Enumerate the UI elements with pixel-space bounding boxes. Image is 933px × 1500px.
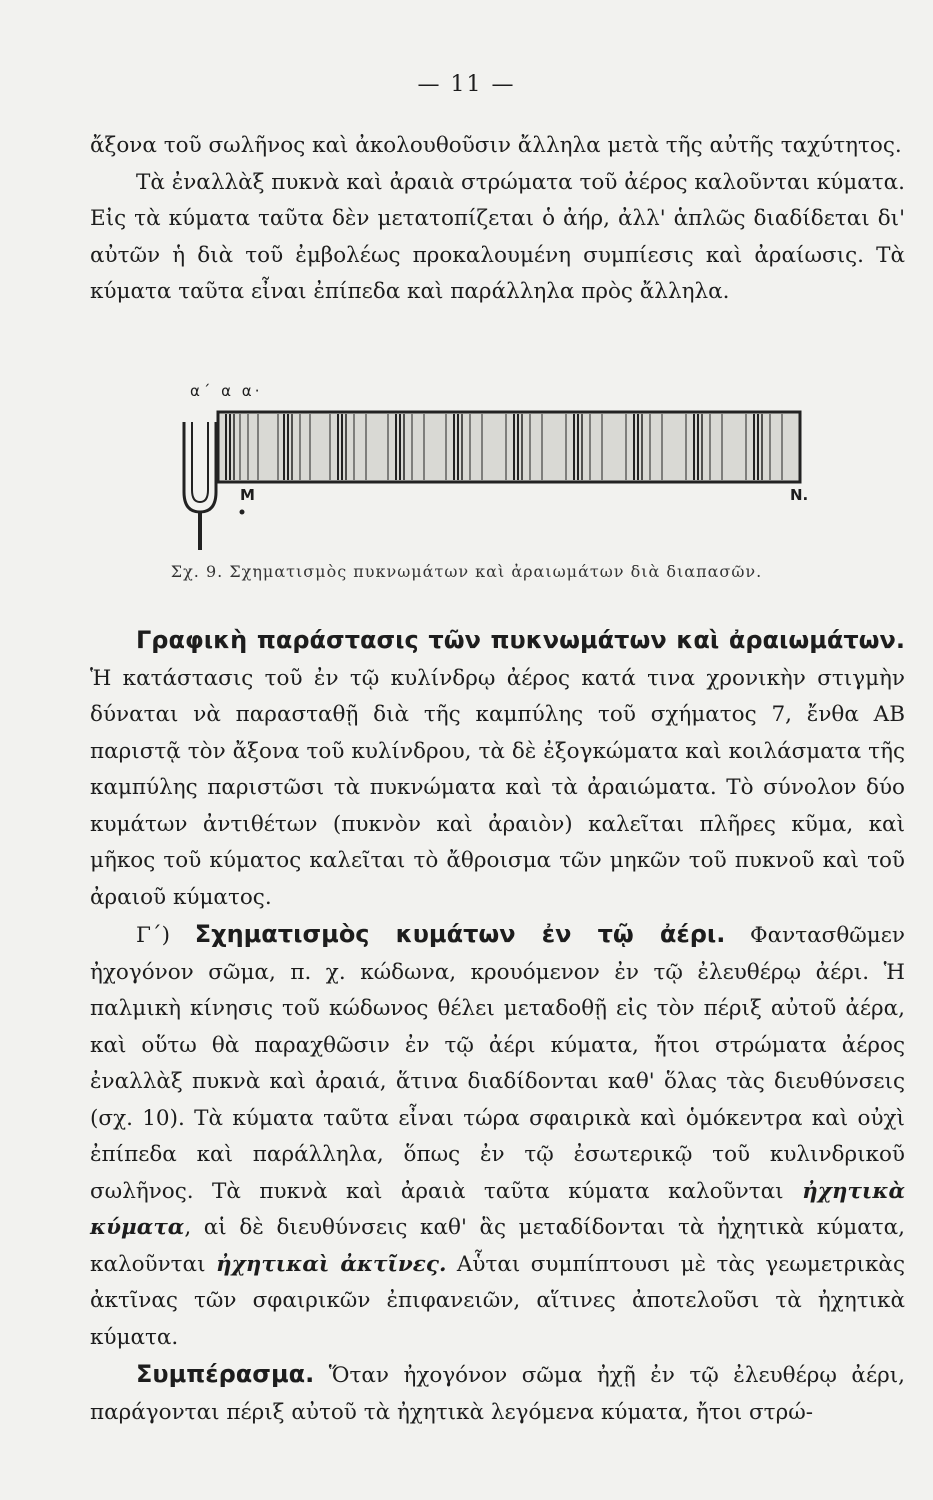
tuning-fork-icon: [184, 422, 216, 550]
page-number: — 11 —: [417, 72, 516, 97]
figure-drawing: [170, 382, 830, 552]
section-text-graphic: Ἡ κατάστασις τοῦ ἐν τῷ κυλίνδρῳ ἀέρος κατά τινα χρονικὴν στιγμὴν δύναται νὰ παρασταθῇ διὰ τῆς καμπύλης τοῦ σχήματος 7, ἔνθα ΑΒ παριστᾷ τὸν ἄξονα τοῦ κυλίνδρου, τὰ δὲ ἐξογκώματα καὶ κοιλάσματα τῆς καμπύλης παριστῶσι τὰ πυκνώματα καὶ τὰ ἀραιώματα. Τὸ σύνολον δύο κυμάτων ἀντιθέτων (πυκνὸν καὶ ἀραιὸν) καλεῖται πλῆρες κῦμα, καὶ μῆκος τοῦ κύματος καλεῖται τὸ ἄθροισμα τῶν μηκῶν τοῦ πυκνοῦ καὶ τοῦ ἀραιοῦ κύματος.: [90, 665, 905, 910]
section-heading-formation: Σχηματισμὸς κυμάτων ἐν τῷ ἀέρι.: [194, 920, 726, 948]
section-heading-conclusion: Συμπέρασμα.: [136, 1360, 315, 1388]
section-conclusion: [90, 1356, 905, 1431]
figure-caption: Σχ. 9. Σχηματισμὸς πυκνωμάτων καὶ ἀραιωμάτων διὰ διαπασῶν.: [170, 562, 763, 581]
figure-label-n: Ν.: [790, 486, 809, 504]
paragraph-waves: Τὰ ἐναλλὰξ πυκνὰ καὶ ἀραιὰ στρώματα τοῦ ἀέρος καλοῦνται κύματα. Εἰς τὰ κύματα ταῦτα δὲν μετατοπίζεται ὁ ἀήρ, ἀλλ' ἁπλῶς διαδίδεται δι' αὐτῶν ἡ διὰ τοῦ ἐμβολέως προκαλουμένη συμπίεσις καὶ ἀραίωσις. Τὰ κύματα ταῦτα εἶναι ἐπίπεδα καὶ παράλληλα πρὸς ἄλληλα.: [90, 169, 905, 304]
air-tube: [218, 412, 800, 482]
marker-dot: [240, 510, 245, 515]
paragraph-continuation: ἄξονα τοῦ σωλῆνος καὶ ἀκολουθοῦσιν ἄλληλα μετὰ τῆς αὐτῆς ταχύτητος.: [90, 133, 902, 158]
section-text-c: Αὗται συμπίπτουσι μὲ τὰς γεωμετρικὰς ἀκτῖνας τῶν σφαιρικῶν ἐπιφανειῶν, αἵτινες ἀποτελοῦσι τὰ ἠχητικὰ κύματα.: [90, 1251, 905, 1350]
figure-label-top: α΄ α α·: [190, 382, 263, 400]
section-graphic-representation: [90, 622, 905, 916]
section-heading-graphic: Γραφικὴ παράστασις τῶν πυκνωμάτων καὶ ἀραιωμάτων.: [136, 626, 905, 654]
intro-text: [90, 128, 905, 311]
section-text-conclusion: Ὅταν ἠχογόνον σῶμα ἠχῇ ἐν τῷ ἐλευθέρῳ ἀέρι, παράγονται πέριξ αὐτοῦ τὰ ἠχητικὰ λεγόμενα κύματα, ἤτοι στρώ-: [90, 1363, 905, 1425]
section-wave-formation: [90, 916, 905, 1356]
term-sound-waves: ἠχητικὰ κύματα: [90, 1178, 905, 1240]
figure-tuning-fork: [170, 382, 830, 552]
term-sound-rays: ἠχητικαὶ ἀκτῖνες.: [215, 1251, 447, 1277]
section-prefix: Γ΄): [136, 923, 171, 948]
section-text-b: , αἱ δὲ διευθύνσεις καθ' ἃς μεταδίδονται τὰ ἠχητικὰ κύματα, καλοῦνται: [90, 1215, 905, 1277]
figure-label-m: Μ: [240, 486, 255, 504]
main-text: [90, 622, 905, 1431]
section-text-a: Φαντασθῶμεν ἠχογόνον σῶμα, π. χ. κώδωνα, κρουόμενον ἐν τῷ ἐλευθέρῳ ἀέρι. Ἡ παλμικὴ κίνησις τοῦ κώδωνος θέλει μεταδοθῇ εἰς τὸν πέριξ αὐτοῦ ἀέρα, καὶ οὕτω θὰ παραχθῶσιν ἐν τῷ ἀέρι κύματα, ἤτοι στρώματα ἀέρος ἐναλλὰξ πυκνὰ καὶ ἀραιά, ἅτινα διαδίδονται καθ' ὅλας τὰς διευθύνσεις (σχ. 10). Τὰ κύματα ταῦτα εἶναι τώρα σφαιρικὰ καὶ ὁμόκεντρα καὶ οὐχὶ ἐπίπεδα καὶ παράλληλα, ὅπως ἐν τῷ ἐσωτερικῷ τοῦ κυλινδρικοῦ σωλῆνος. Τὰ πυκνὰ καὶ ἀραιὰ ταῦτα κύματα καλοῦνται: [90, 923, 905, 1204]
